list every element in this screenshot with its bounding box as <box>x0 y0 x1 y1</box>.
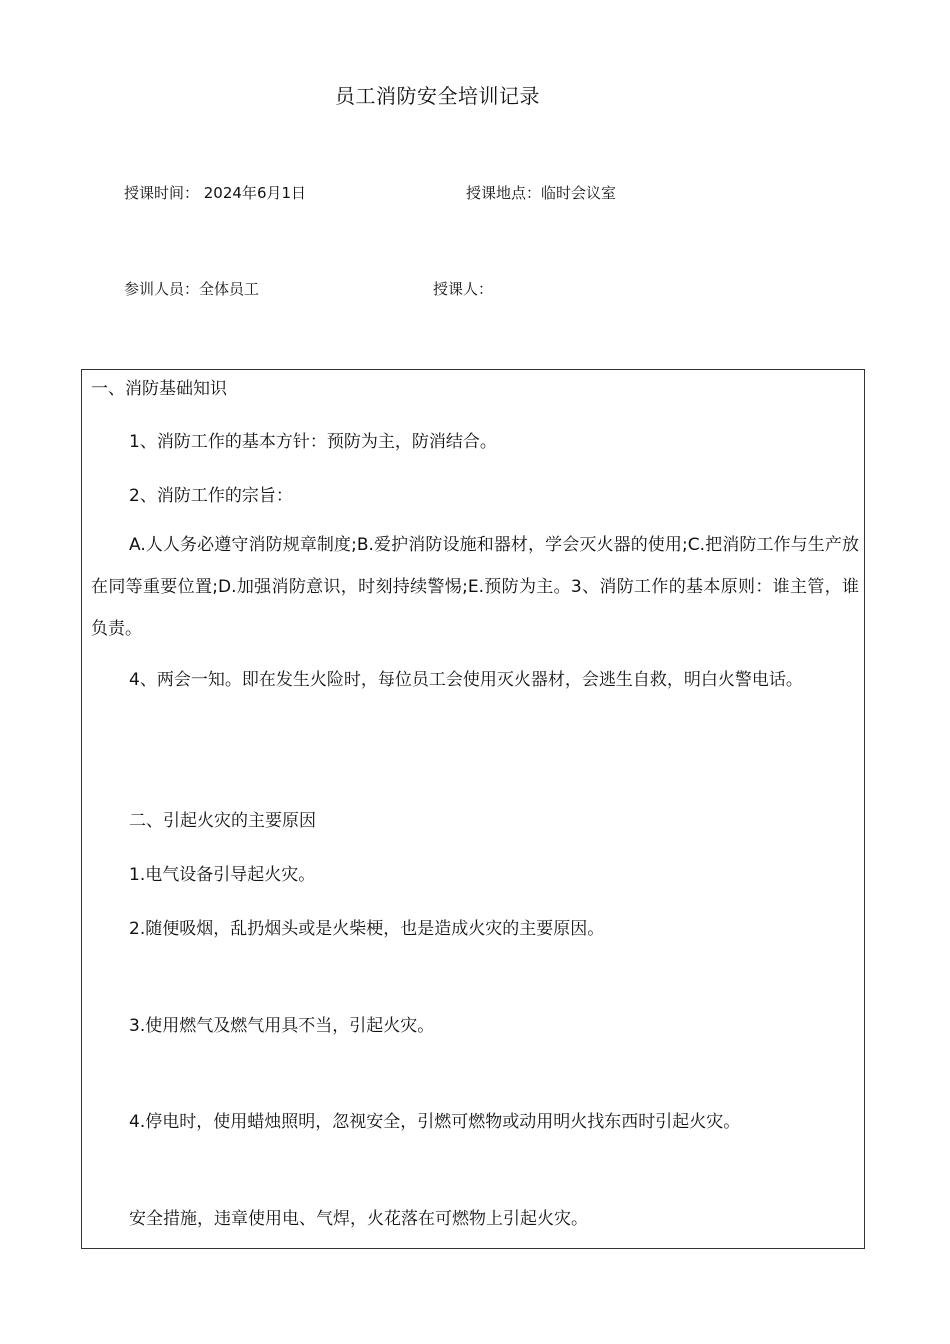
section2-item4: 4.停电时，使用蜡烛照明，忽视安全，引燃可燃物或动用明火找东西时引起火灾。 <box>129 1112 741 1132</box>
participants: 参训人员：全体员工 <box>124 280 260 298</box>
page-title: 员工消防安全培训记录 <box>335 84 540 108</box>
training-location: 授课地点：临时会议室 <box>466 184 617 202</box>
section1-item1: 1、消防工作的基本方针：预防为主，防消结合。 <box>129 432 497 452</box>
section2-item3: 3.使用燃气及燃气用具不当，引起火灾。 <box>129 1016 435 1036</box>
section1-item4-text: 4、两会一知。即在发生火险时，每位员工会使用灭火器材，会逃生自救，明白火警电话。 <box>129 670 803 690</box>
section2-heading: 二、引起火灾的主要原因 <box>129 811 316 831</box>
section1-item3-text: A.人人务必遵守消防规章制度;B.爱护消防设施和器材，学会灭火器的使用;C.把消防工作与生产放在同等重要位置;D.加强消防意识，时刻持续警惕;E.预防为主。3、消防工作的基本原则：谁主管，谁负责。 <box>91 535 859 639</box>
section2-item2: 2.随便吸烟，乱扔烟头或是火柴梗，也是造成火灾的主要原因。 <box>129 919 605 939</box>
section2-item1: 1.电气设备引导起火灾。 <box>129 865 316 885</box>
section1-item2: 2、消防工作的宗旨： <box>129 486 293 506</box>
instructor: 授课人： <box>433 280 494 298</box>
section2-item5: 安全措施，违章使用电、气焊，火花落在可燃物上引起火灾。 <box>129 1209 588 1229</box>
training-time: 授课时间： 2024年6月1日 <box>124 184 307 202</box>
content-box <box>81 369 865 1249</box>
section1-heading: 一、消防基础知识 <box>91 379 227 399</box>
section1-item3 <box>91 524 859 650</box>
section1-item4 <box>91 659 859 701</box>
